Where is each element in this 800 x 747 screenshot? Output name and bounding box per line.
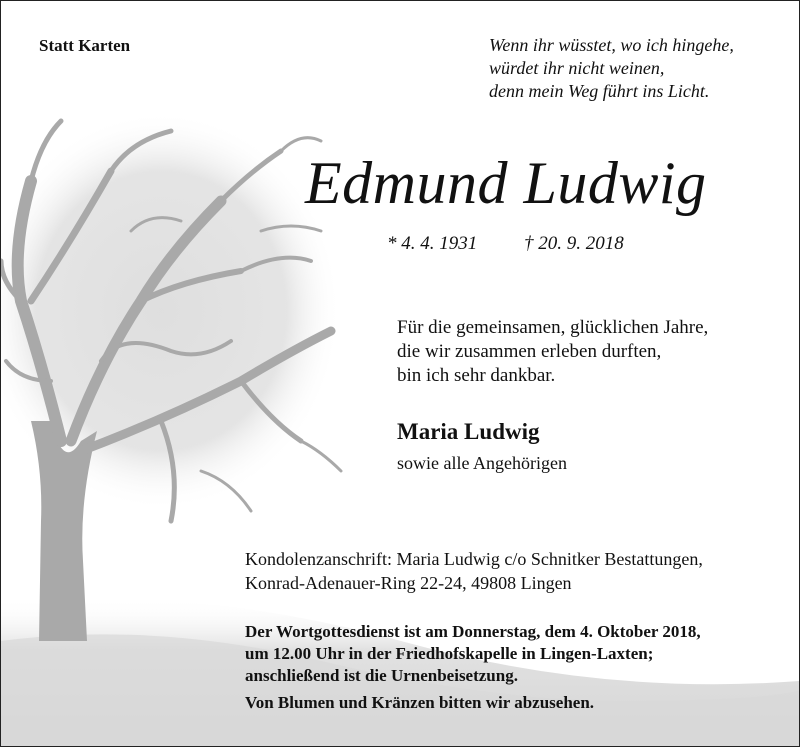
service-line: um 12.00 Uhr in der Friedhofskapelle in Lingen-Laxten; [245, 644, 654, 663]
gratitude-line: bin ich sehr dankbar. [397, 365, 556, 386]
gratitude-line: die wir zusammen erleben durften, [397, 341, 662, 362]
service-details [245, 621, 701, 687]
condolence-address [245, 547, 703, 595]
mourner-name: Maria Ludwig [397, 419, 540, 444]
quote-line: würdet ihr nicht weinen, [489, 58, 665, 78]
closing-note: Von Blumen und Kränzen bitten wir abzusehen. [245, 693, 595, 712]
condolence-line: Konrad-Adenauer-Ring 22-24, 49808 Lingen [245, 573, 572, 593]
service-line: Der Wortgottesdienst ist am Donnerstag, dem 4. Oktober 2018, [245, 622, 701, 641]
statt-karten-label: Statt Karten [39, 36, 131, 55]
condolence-line: Kondolenzanschrift: Maria Ludwig c/o Schnitker Bestattungen, [245, 549, 703, 569]
gratitude-line: Für die gemeinsamen, glücklichen Jahre, [397, 317, 709, 338]
quote-line: Wenn ihr wüsstet, wo ich hingehe, [489, 35, 734, 55]
service-line: anschließend ist die Urnenbeisetzung. [245, 666, 518, 685]
memorial-quote [489, 34, 734, 103]
gratitude-text [397, 316, 708, 388]
birth-date: * 4. 4. 1931 [387, 233, 478, 254]
death-date: † 20. 9. 2018 [524, 233, 624, 254]
deceased-name: Edmund Ludwig [305, 150, 707, 216]
relatives-note: sowie alle Angehörigen [397, 453, 567, 473]
quote-line: denn mein Weg führt ins Licht. [489, 81, 710, 101]
